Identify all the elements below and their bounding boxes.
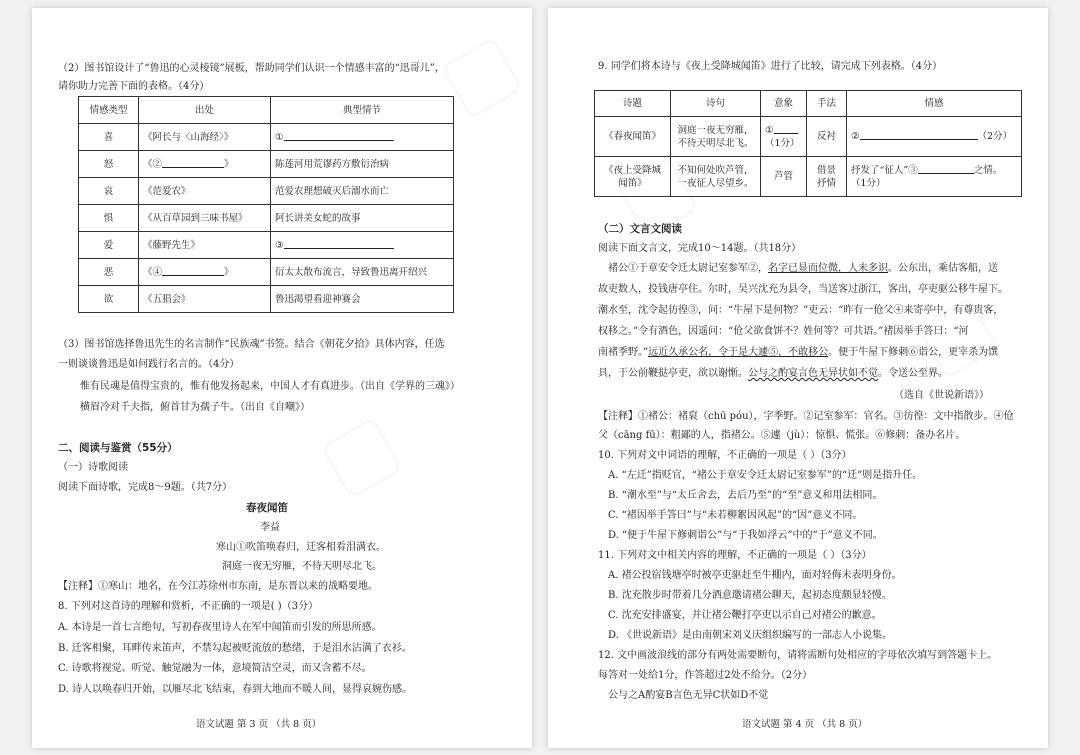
option-d: D. 诗人以唤春归开始，以雁尽北飞结束，春到大地而不暖人间，显得哀婉伤感。 [58,684,413,695]
comparison-table [594,90,1022,197]
passage-line: 权移之。”令有酒色，因遥问：“伧父欲食饼不？姓何等？可共语。”褚因举手答曰：“河 [598,326,969,337]
answer-blank[interactable] [284,131,394,141]
option-a: A. “左迁”指贬官，“褚公于章安令迁太尉记室参军”的“迁”则是指升任。 [608,470,923,481]
poem-title-cell: 《夜上受降城 闻笛》 [595,157,671,197]
table-row [79,205,454,232]
table-header: 情感类型 [79,97,139,124]
table-header: 情感 [847,91,1022,117]
passage-note: 【注释】①褚公：褚裒（chū póu），字季野。②记室参军：官名。③彷徨：文中指散步。④伧 [598,411,1014,422]
method-cell: 反衬 [807,117,847,157]
option-c: C. “褚因举手答曰”与“未若柳絮因风起”的“因”意义不同。 [608,510,863,521]
source-cell[interactable]: 《② 》 [139,151,271,178]
emotion-cell: 喜 [79,124,139,151]
emotion-cell: 怒 [79,151,139,178]
emotion-cell[interactable]: ② （2分） [847,117,1022,157]
poem-title: 春夜闻笛 [246,502,288,514]
page-footer: 语文试题 第 3 页 （共 8 页） [196,719,322,730]
table-header: 典型情节 [271,97,454,124]
source-cell: 《范爱农》 [139,178,271,205]
source-cell: 《五猖会》 [139,286,271,313]
page-footer: 语文试题 第 4 页 （共 8 页） [742,719,868,730]
imagery-cell: 芦管 [761,157,807,197]
plot-cell: 衍太太散布流言，导致鲁迅离开绍兴 [271,259,454,286]
table-header: 出处 [139,97,271,124]
emotion-cell: 恶 [79,259,139,286]
question-11: 11. 下列对文中相关内容的理解，不正确的一项是（ ）（3分） [598,550,872,561]
plot-cell: 鲁迅渴望看迎神赛会 [271,286,454,313]
q2-line2: 请你助力完善下面的表格。（4分） [58,81,210,92]
table-row [79,286,454,313]
option-d: D. “便于牛屋下修刺诣公”与“于我如浮云”中的“于”意义不同。 [608,530,883,541]
passage-line: 南褚季野。”远近久承公名，令于是大遽⑤，不敢移公。便于牛屋下修刺⑥诣公，更宰杀为馔 [598,347,999,358]
passage-source: （选自《世说新语》） [894,390,989,401]
watermark-icon [321,417,403,499]
emotion-cell: 惧 [79,205,139,232]
source-cell[interactable]: 《④ 》 [139,259,271,286]
passage-note: 父（cāng fū）：粗鄙的人，指褚公。⑤遽（jù）：惊惧、慌张。⑥修刺：备办名片。 [598,430,966,441]
emotion-cell: 爱 [79,232,139,259]
q2-line1: （2）图书馆设计了“鲁迅的心灵棱镜”展板，帮助同学们认识一个情感丰富的“迅哥儿”， [58,63,445,74]
q3-line1: （3）图书馆选择鲁迅先生的名言制作“民族魂”书签。结合《朝花夕拾》具体内容，任选 [58,339,445,350]
table-header: 手法 [807,91,847,117]
exam-page-3 [32,8,532,748]
answer-blank[interactable] [860,130,978,140]
question-12-line2: 每答对一处给1分，作答超过2处不给分。（2分） [598,670,813,681]
plot-cell[interactable]: ① [271,124,454,151]
passage-line: 具，于公前鞭挞亭吏，欲以谢惭。公与之酌宴言色无异状如不觉。令送公至界。 [598,368,948,379]
option-d: D. 《世说新语》是由南朝宋刘义庆组织编写的一部志人小说集。 [608,630,893,641]
table-header: 意象 [761,91,807,117]
emotion-table [78,96,454,313]
imagery-cell[interactable]: ① （1分） [761,117,807,157]
poem-note: 【注释】①寒山：地名，在今江苏徐州市东南，是东晋以来的战略要地。 [58,581,378,592]
answer-blank[interactable] [284,239,394,249]
plot-cell: 阿长讲美女蛇的故事 [271,205,454,232]
question-10: 10. 下列对文中词语的理解，不正确的一项是（ ）（3分） [598,450,852,461]
plot-cell: 范爱农理想破灭后溺水而亡 [271,178,454,205]
poem-lines-cell: 洞庭一夜无穷雁， 不待天明尽北飞。 [671,117,761,157]
option-b: B. 沈充散步时带着几分酒意邀请褚公聊天，起初态度颇显轻慢。 [608,590,892,601]
emotion-cell: 哀 [79,178,139,205]
table-header: 诗题 [595,91,671,117]
passage-line: 褚公①于章安令迁太尉记室参军②，名字已显而位微，人未多识。公东出，乘估客船，送 [608,263,998,274]
answer-blank[interactable] [162,266,224,276]
option-a: A. 褚公投宿钱塘亭时被亭吏驱赶至牛棚内，面对轻侮未表明身份。 [608,570,902,581]
table-row [595,157,1022,197]
answer-blank[interactable] [774,124,798,134]
source-cell: 《从百草园到三味书屋》 [139,205,271,232]
answer-blank[interactable] [162,158,224,168]
poem-lines-cell: 不知何处吹芦管， 一夜征人尽望乡。 [671,157,761,197]
option-c: C. 诗歌将视觉、听觉、触觉融为一体，意境简洁空灵，而又含蓄不尽。 [58,663,372,674]
option-b: B. “潮水至”与“太丘舍去，去后乃至”的“至”意义和用法相同。 [608,490,883,501]
table-row [79,124,454,151]
question-12: 12. 文中画波浪线的部分有两处需要断句，请将需断句处相应的字母依次填写到答题卡上。 [598,650,998,661]
option-c: C. 沈充安排盛宴，并让褚公鞭打亭吏以示自己对褚公的歉意。 [608,610,882,621]
section-title: （二）文言文阅读 [598,223,682,235]
source-cell: 《藤野先生》 [139,232,271,259]
section-title: 二、阅读与鉴赏（55分） [58,442,178,454]
table-row [79,178,454,205]
plot-cell[interactable]: ③ [271,232,454,259]
passage-line: 故吏数人，投钱唐亭住。尔时，吴兴沈充为县令，当送客过浙江，客出，亭吏驱公移牛屋下。 [598,284,1008,295]
plot-cell: 陈莲河用荒谬药方敷衍治病 [271,151,454,178]
answer-blank[interactable] [918,164,974,174]
passage-line: 潮水至，沈令起彷徨③，问：“牛屋下是何物？”吏云：“昨有一伧父④来寄亭中，有尊贵客， [598,305,1004,316]
table-row [79,151,454,178]
option-b: B. 迁客相聚，耳畔传来笛声，不禁勾起被贬流放的愁绪，于是泪水沾满了衣衫。 [58,643,412,654]
quote-2: 横眉冷对千夫指，俯首甘为孺子牛。（出自《自嘲》） [80,402,310,413]
instruction: 阅读下面文言文，完成10～14题。（共18分） [598,243,802,254]
source-cell: 《阿长与〈山海经〉》 [139,124,271,151]
option-a: A. 本诗是一首七言绝句，写初春夜里诗人在军中闻笛而引发的所思所感。 [58,622,382,633]
table-row [79,259,454,286]
table-row [595,117,1022,157]
poem-title-cell: 《春夜闻笛》 [595,117,671,157]
emotion-cell[interactable]: 抒发了“征人”③ 之情。 （1分） [847,157,1022,197]
q3-line2: 一则谈谈鲁迅是如何践行名言的。（4分） [58,359,240,370]
exam-page-4 [548,8,1048,748]
poem-author: 李益 [260,522,280,533]
question-8: 8. 下列对这首诗的理解和赏析，不正确的一项是( )（3分） [58,601,319,612]
method-cell: 借景 抒情 [807,157,847,197]
table-header: 诗句 [671,91,761,117]
subsection-title: （一）诗歌阅读 [58,462,128,473]
table-row [79,232,454,259]
poem-line: 寒山①吹笛唤春归，迁客相看泪满衣。 [216,542,386,553]
quote-1: 惟有民魂是值得宝贵的，惟有他发扬起来，中国人才有真进步。（出自《学界的三魂》） [80,381,460,392]
poem-line: 洞庭一夜无穷雁，不待天明尽北飞。 [222,561,382,572]
instruction: 阅读下面诗歌，完成8～9题。（共7分） [58,482,233,493]
question-12-sentence: 公与之A酌宴B言色无异C状如D不觉 [608,690,769,701]
emotion-cell: 欲 [79,286,139,313]
question-9: 9. 同学们将本诗与《夜上受降城闻笛》进行了比较，请完成下列表格。（4分） [598,61,943,72]
